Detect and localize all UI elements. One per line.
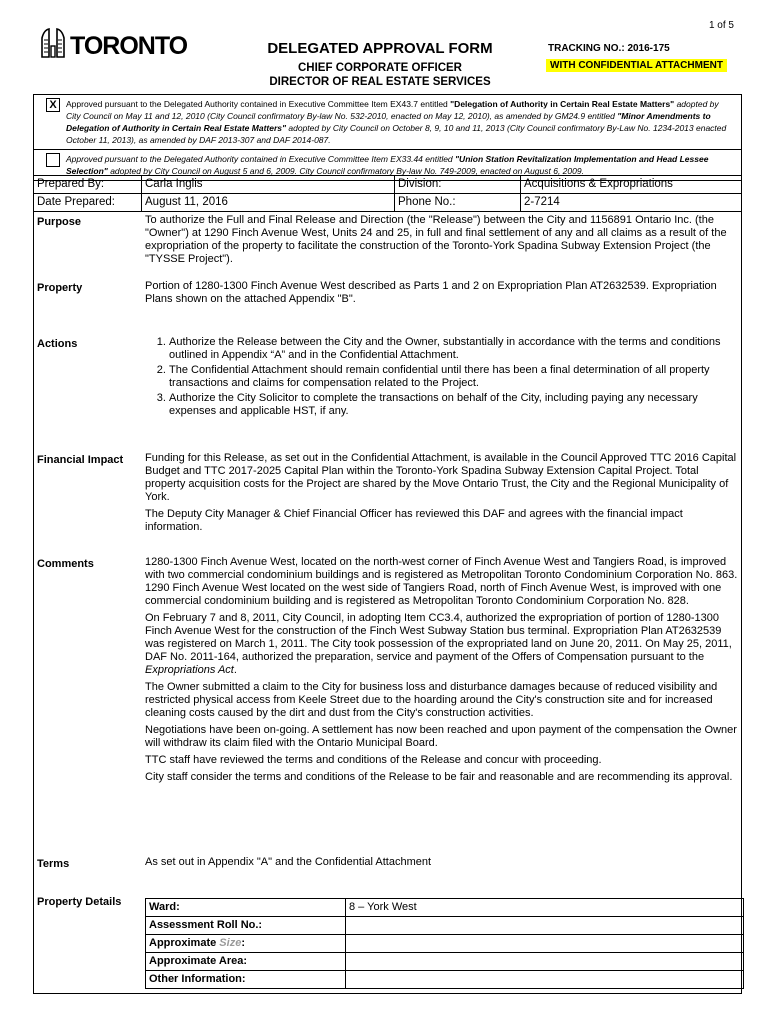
city-hall-icon (40, 28, 66, 58)
authority-1-text-b: adopted by City Council on May 11 and 12, 2010 (City Council confirmatory By-law No. 532-2010, enacted on May 12, 2010), as amended by GM24.9 entitled (66, 99, 719, 121)
comments-p1: 1280-1300 Finch Avenue West, located on the north-west corner of Finch Avenue West and Tangiers Road, is improved with two commercial condominium buildings and is registered as Metropolitan Toronto Condominium Corporation No. 863. 1290 Finch Avenue West located on the west side of Tangiers Road, north of Finch Avenue West, is improved with one commercial condominium building and is registered as Metropolitan Toronto Condominium Corporation No. 828. (145, 556, 738, 607)
authority-1-text-c: adopted by City Council on October 8, 9, 10 and 11, 2013 (City Council confirmatory By-Law No. 1234-2013 enacted October 11, 2013), as amended by DAF 2013-307 and DAF 2014-087. (66, 123, 727, 145)
action-item: 2. The Confidential Attachment should remain confidential until there has been a final determination of all property transactions and claims for compensation related to the Project. (169, 364, 738, 390)
financial-impact-p2: The Deputy City Manager & Chief Financial Officer has reviewed this DAF and agrees with the financial impact information. (145, 508, 683, 533)
comments-p4: Negotiations have been on-going. A settlement has now been reached and upon payment of the compensation the Owner will withdraw its claim filed with the Ontario Municipal Board. (145, 724, 737, 749)
tracking-number: TRACKING NO.: 2016-175 (548, 43, 670, 54)
financial-impact-section (34, 450, 741, 554)
property-details-table (145, 898, 744, 989)
form-header (250, 40, 510, 88)
ward-value: 8 – York West (346, 899, 744, 917)
authority-2-title: "Union Station Revitalization Implementation and Head Lessee Selection" (66, 154, 709, 176)
authority-2-text-a: Approved pursuant to the Delegated Authority contained in Executive Committee Item EX33.44 entitled (66, 154, 456, 164)
property-text: Portion of 1280-1300 Finch Avenue West described as Parts 1 and 2 on Expropriation Plan AT2632539. Expropriation Plans shown on the attached Appendix "B". (145, 280, 717, 305)
authority-box (33, 94, 742, 181)
comments-label: Comments (37, 558, 94, 570)
form-subtitle-director: DIRECTOR OF REAL ESTATE SERVICES (269, 76, 491, 88)
table-row (146, 971, 744, 989)
authority-1-title-a: "Delegation of Authority in Certain Real Estate Matters" (450, 99, 675, 109)
authority-2-text-b: adopted by City Council on August 5 and 6, 2009. City Council confirmatory By-law No. 749-2009, enacted on August 6, 2009. (107, 166, 584, 176)
info-grid (34, 176, 741, 212)
purpose-section (34, 212, 741, 278)
page-number: 1 of 5 (708, 20, 734, 31)
assessment-roll-label: Assessment Roll No.: (146, 917, 346, 935)
property-details-section (34, 892, 741, 993)
assessment-roll-value (346, 917, 744, 935)
actions-section (34, 334, 741, 450)
date-prepared-value: August 11, 2016 (142, 194, 395, 212)
approximate-size-value (346, 935, 744, 953)
actions-list (145, 336, 738, 418)
authority-1-text-a: Approved pursuant to the Delegated Authority contained in Executive Committee Item EX43.7 entitled (66, 99, 451, 109)
ward-label: Ward: (146, 899, 346, 917)
property-section (34, 278, 741, 334)
form-title: DELEGATED APPROVAL FORM (267, 40, 493, 57)
authority-option-1 (34, 95, 741, 149)
toronto-logo (40, 28, 187, 58)
comments-p6: City staff consider the terms and conditions of the Release to be fair and reasonable and are recommending its approval. (145, 771, 733, 783)
terms-text: As set out in Appendix "A" and the Confidential Attachment (145, 856, 432, 868)
prepared-by-label: Prepared By: (34, 176, 142, 194)
terms-label: Terms (37, 858, 70, 870)
comments-p5: TTC staff have reviewed the terms and conditions of the Release and concur with proceeding. (145, 754, 602, 766)
date-prepared-label: Date Prepared: (34, 194, 142, 212)
financial-impact-content (142, 450, 741, 554)
approximate-area-value (346, 953, 744, 971)
actions-label: Actions (37, 338, 78, 350)
action-item: 3. Authorize the City Solicitor to complete the transactions on behalf of the City, including paying any necessary expenses and applicable HST, if any. (169, 392, 738, 418)
table-row (146, 899, 744, 917)
property-details-label: Property Details (37, 896, 122, 908)
comments-content (142, 554, 741, 854)
division-value: Acquisitions & Expropriations (521, 176, 741, 194)
action-item: 1. Authorize the Release between the City and the Owner, substantially in accordance with the terms and conditions outlined in Appendix “A” and in the Confidential Attachment. (169, 336, 738, 362)
purpose-label: Purpose (37, 216, 82, 228)
division-label: Division: (395, 176, 521, 194)
financial-impact-p1: Funding for this Release, as set out in the Confidential Attachment, is available in the Council Approved TTC 2016 Capital Budget and TTC 2017-2025 Capital Plan within the Toronto-York Spadina Subway Extension Capital Project. Total property acquisition costs for the Project are shared by the Move Ontario Trust, the City and the Regional Municipality of York. (145, 452, 737, 503)
comments-p2: On February 7 and 8, 2011, City Council, in adopting Item CC3.4, authorized the expropriation of portion of 1280-1300 Finch Avenue West for the construction of the Finch West Subway Station bus terminal. Expropriation Plan AT2632539 was registered on March 1, 2011. The City took possession of the expropriated land on June 20, 2011. On May 25, 2011, DAF No. 2011-164, authorized the preparation, service and payment of the Offers of Compensation pursuant to the Expropriations Act. (145, 612, 732, 676)
table-row (146, 917, 744, 935)
financial-impact-label: Financial Impact (37, 454, 124, 466)
purpose-text: To authorize the Full and Final Release and Direction (the "Release") between the City and 1156891 Ontario Inc. (the "Owner") at 1290 Finch Avenue West, Units 24 and 25, in full and final settlement of any and all claims as a result of the expropriation of the property to facilitate the construction of the Toronto-York Spadina Subway Extension Project (the "TYSSE Project"). (145, 214, 727, 265)
logo-text: TORONTO (70, 32, 188, 60)
authority-1-title-b: "Minor Amendments to Delegation of Authority in Certain Real Estate Matters" (66, 111, 711, 133)
comments-section (34, 554, 741, 854)
table-row (146, 953, 744, 971)
actions-content (142, 334, 741, 450)
other-information-label: Other Information: (146, 971, 346, 989)
phone-value: 2-7214 (521, 194, 741, 212)
confidential-badge: WITH CONFIDENTIAL ATTACHMENT (546, 59, 727, 72)
authority-checkbox-1[interactable]: X (46, 98, 60, 112)
table-row (146, 935, 744, 953)
form-body (33, 175, 742, 994)
other-information-value (346, 971, 744, 989)
form-subtitle-officer: CHIEF CORPORATE OFFICER (298, 62, 462, 74)
property-details-content (142, 892, 747, 993)
authority-checkbox-2[interactable] (46, 153, 60, 167)
phone-label: Phone No.: (395, 194, 521, 212)
approximate-size-label: Approximate Size: (146, 935, 346, 953)
terms-section (34, 854, 741, 892)
comments-p3: The Owner submitted a claim to the City for business loss and disturbance damages because of reduced visibility and restricted physical access from Keele Street due to the hoarding around the City's construction site and for increased cleaning costs caused by the dirt and dust from the City's construction activities. (145, 681, 718, 719)
prepared-by-value: Carla Inglis (142, 176, 395, 194)
approximate-area-label: Approximate Area: (146, 953, 346, 971)
property-label: Property (37, 282, 83, 294)
